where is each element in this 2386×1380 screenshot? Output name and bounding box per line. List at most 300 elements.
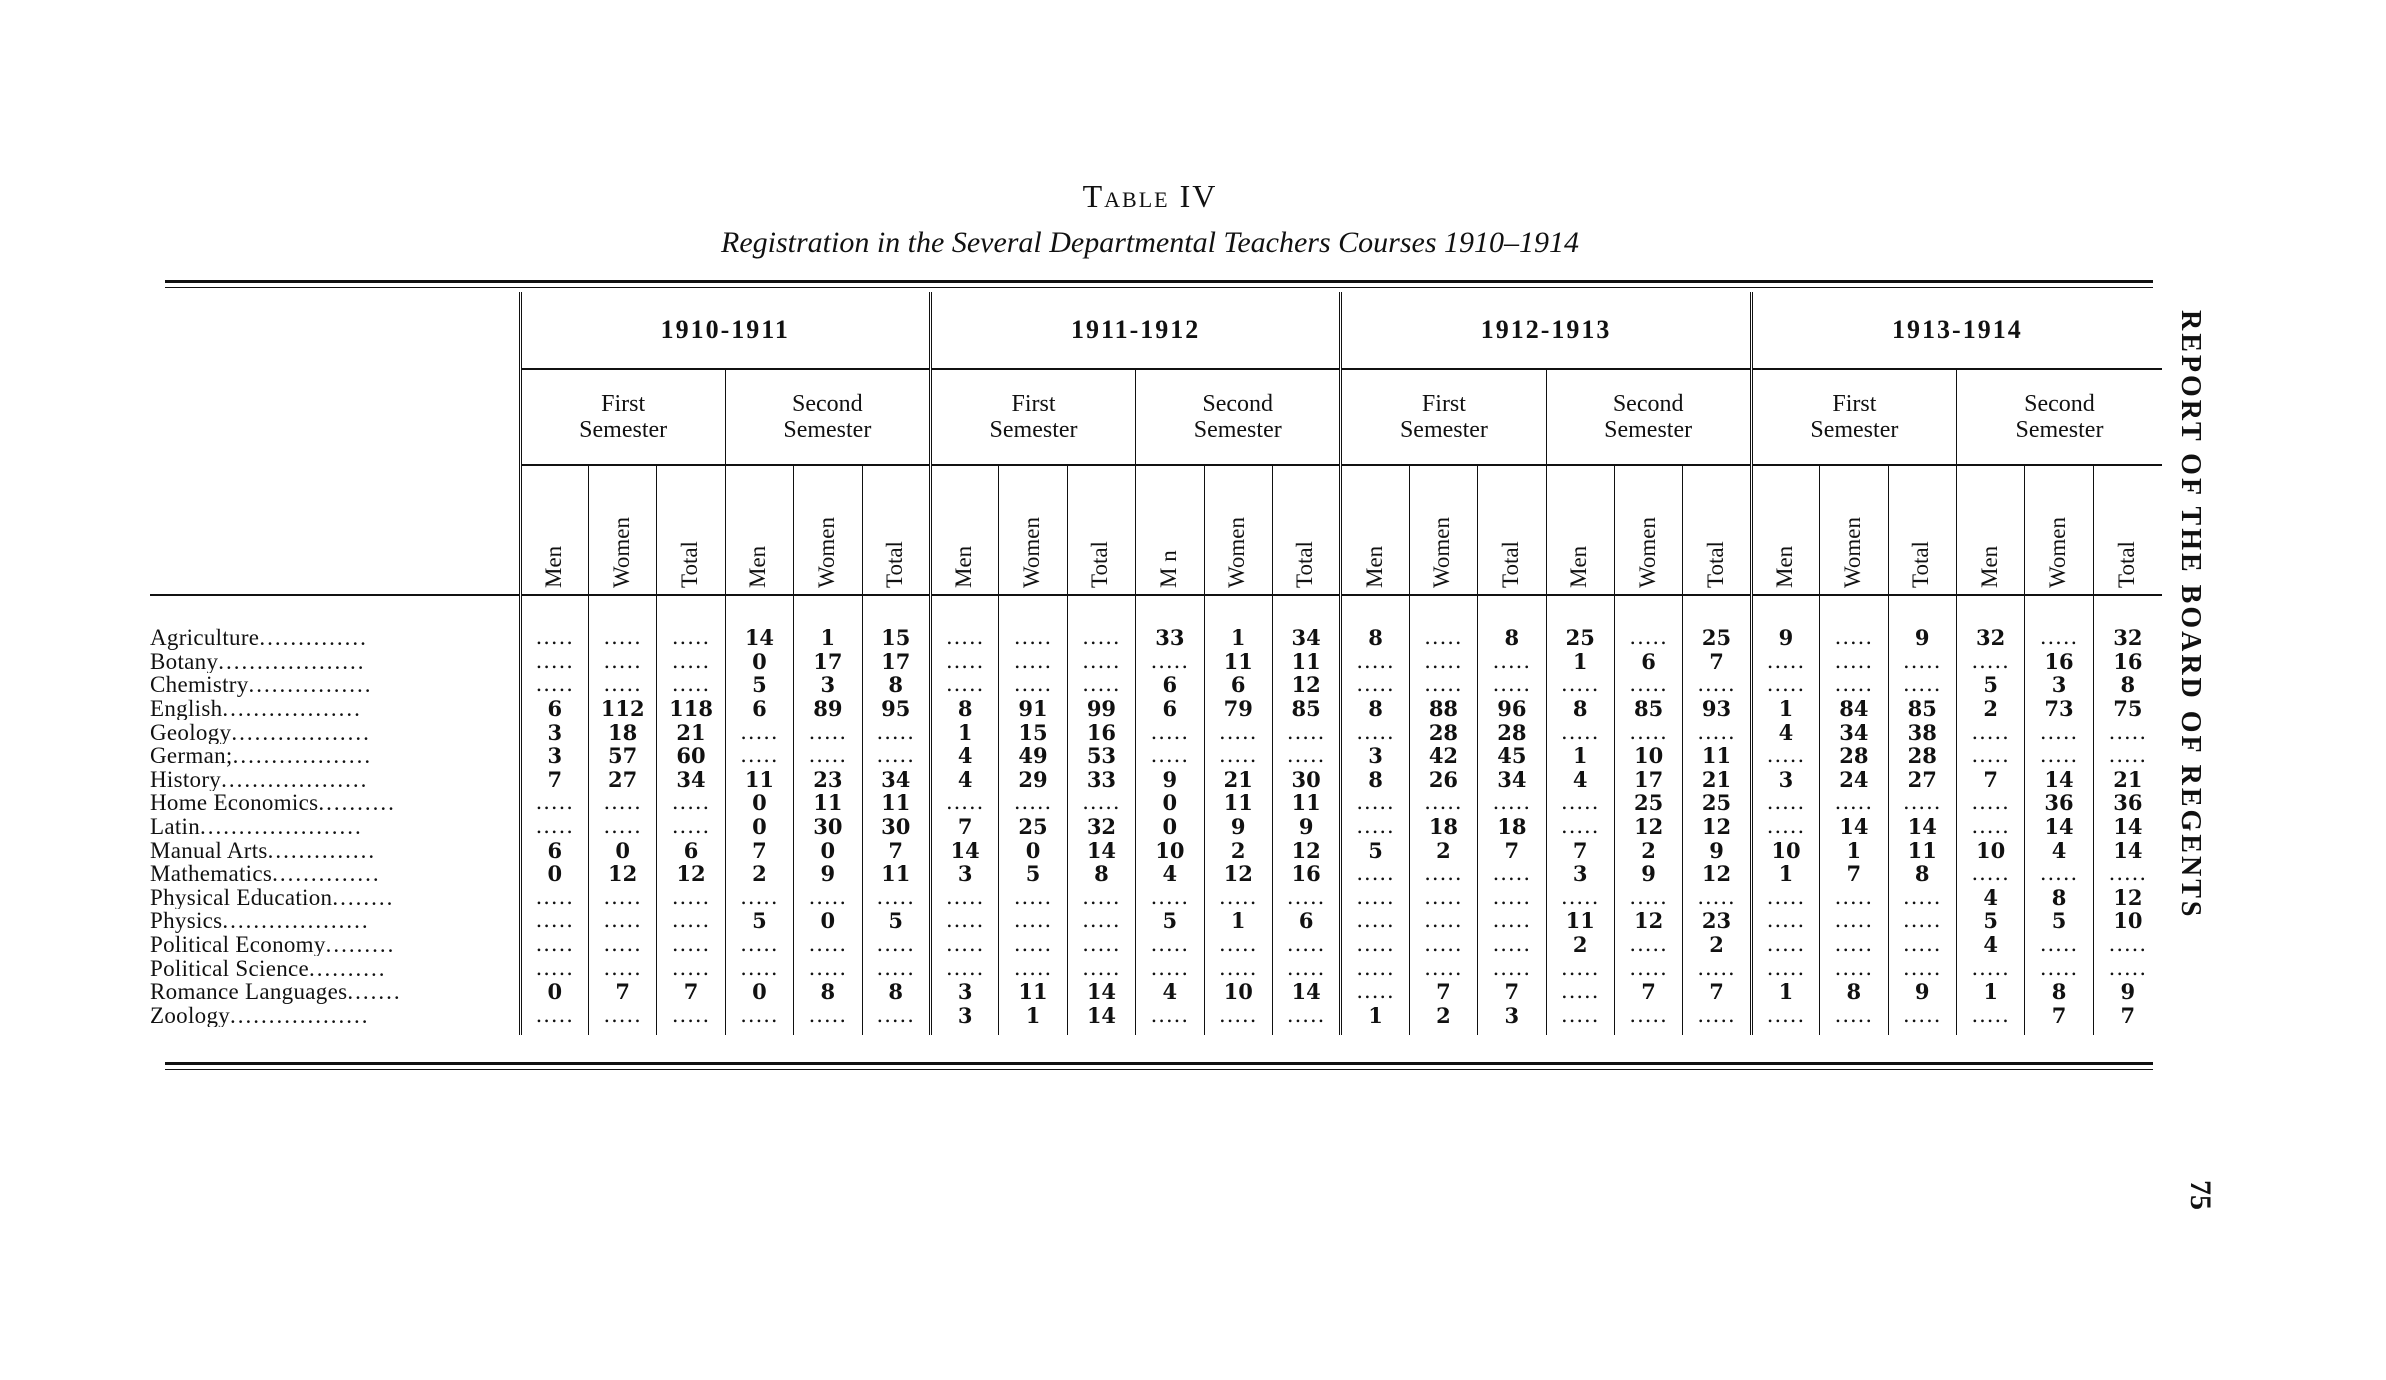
value-cell: 3 xyxy=(2025,673,2093,697)
empty-cell: ..... xyxy=(1204,744,1272,768)
column-label: Total xyxy=(677,541,703,588)
value-cell: 12 xyxy=(1204,862,1272,886)
empty-cell: ..... xyxy=(1956,1004,2024,1028)
year-header: 1912-1913 xyxy=(1341,292,1751,369)
value-cell: 3 xyxy=(1751,768,1819,792)
value-cell: 8 xyxy=(1888,862,1956,886)
value-cell: 85 xyxy=(1888,697,1956,721)
value-cell: 1 xyxy=(1820,838,1888,862)
top-rule-thin xyxy=(165,287,2153,288)
empty-cell: ..... xyxy=(2093,956,2162,980)
empty-cell: ..... xyxy=(1546,980,1614,1004)
empty-cell: ..... xyxy=(657,909,725,933)
value-cell: 16 xyxy=(2025,650,2093,674)
value-cell: 2 xyxy=(1683,933,1751,957)
empty-cell: ..... xyxy=(1067,909,1135,933)
empty-cell: ..... xyxy=(520,650,588,674)
spacer-row xyxy=(150,595,2162,626)
value-cell: 8 xyxy=(1478,626,1546,650)
empty-cell: ..... xyxy=(588,650,656,674)
value-cell: 7 xyxy=(1683,650,1751,674)
subject-name: Home Economics xyxy=(150,791,319,815)
table-title: Table IV xyxy=(1082,178,1218,214)
value-cell: 38 xyxy=(1888,720,1956,744)
value-cell: 1 xyxy=(1751,862,1819,886)
value-cell: 8 xyxy=(1341,768,1409,792)
column-header xyxy=(1478,465,1546,595)
value-cell: 11 xyxy=(862,862,930,886)
empty-cell: ..... xyxy=(1341,933,1409,957)
value-cell: 16 xyxy=(1272,862,1340,886)
subject-name: Botany xyxy=(150,649,219,674)
value-cell: 6 xyxy=(1614,650,1682,674)
empty-cell: ..... xyxy=(1341,886,1409,910)
semester-label: First Semester xyxy=(1810,391,1899,443)
subject-cell xyxy=(150,956,520,980)
value-cell: 53 xyxy=(1067,744,1135,768)
empty-cell: ..... xyxy=(930,933,998,957)
empty-cell: ..... xyxy=(930,956,998,980)
value-cell: 73 xyxy=(2025,697,2093,721)
value-cell: 25 xyxy=(1683,626,1751,650)
value-cell: 75 xyxy=(2093,697,2162,721)
table-row xyxy=(150,933,2162,957)
table-row xyxy=(150,886,2162,910)
column-label: Men xyxy=(1566,545,1592,588)
empty-cell: ..... xyxy=(520,815,588,839)
value-cell: 0 xyxy=(725,650,793,674)
subject-cell xyxy=(150,933,520,957)
dot-leader: .......... xyxy=(318,791,396,815)
value-cell: 8 xyxy=(2025,980,2093,1004)
value-cell: 118 xyxy=(657,697,725,721)
value-cell: 11 xyxy=(1204,650,1272,674)
value-cell: 10 xyxy=(2093,909,2162,933)
empty-cell: ..... xyxy=(1820,650,1888,674)
value-cell: 14 xyxy=(1067,838,1135,862)
value-cell: 5 xyxy=(2025,909,2093,933)
value-cell: 1 xyxy=(1751,980,1819,1004)
subject-name: History xyxy=(150,767,222,792)
empty-cell: ..... xyxy=(1956,956,2024,980)
subject-name: German; xyxy=(150,743,233,768)
empty-cell: ..... xyxy=(725,956,793,980)
empty-cell: ..... xyxy=(1888,886,1956,910)
table-row xyxy=(150,862,2162,886)
value-cell: 7 xyxy=(1478,838,1546,862)
value-cell: 14 xyxy=(2093,815,2162,839)
value-cell: 23 xyxy=(794,768,862,792)
empty-cell: ..... xyxy=(1067,956,1135,980)
dot-leader: ........ xyxy=(332,885,395,910)
table-row xyxy=(150,815,2162,839)
value-cell: 10 xyxy=(1956,838,2024,862)
empty-cell: ..... xyxy=(1136,650,1204,674)
column-header xyxy=(1136,465,1204,595)
column-label: Women xyxy=(1634,517,1660,588)
empty-cell: ..... xyxy=(1956,862,2024,886)
value-cell: 5 xyxy=(1136,909,1204,933)
value-cell: 0 xyxy=(520,980,588,1004)
empty-cell: ..... xyxy=(999,956,1067,980)
subject-name: Zoology xyxy=(150,1003,231,1028)
value-cell: 6 xyxy=(1136,673,1204,697)
empty-cell: ..... xyxy=(930,626,998,650)
empty-cell: ..... xyxy=(520,626,588,650)
empty-cell: ..... xyxy=(1136,744,1204,768)
value-cell: 9 xyxy=(1136,768,1204,792)
dot-leader: ......... xyxy=(325,932,396,957)
empty-cell: ..... xyxy=(1067,886,1135,910)
subject-name: Mathematics xyxy=(150,861,273,886)
empty-cell: ..... xyxy=(1614,1004,1682,1028)
empty-cell: ..... xyxy=(1751,956,1819,980)
dot-leader: .................. xyxy=(232,743,373,768)
empty-cell: ..... xyxy=(1888,673,1956,697)
table-row xyxy=(150,768,2162,792)
empty-cell: ..... xyxy=(862,744,930,768)
empty-cell: ..... xyxy=(1614,933,1682,957)
empty-cell: ..... xyxy=(1546,886,1614,910)
value-cell: 14 xyxy=(2093,838,2162,862)
empty-cell: ..... xyxy=(1820,1004,1888,1028)
value-cell: 34 xyxy=(657,768,725,792)
column-label: Men xyxy=(540,545,566,588)
value-cell: 9 xyxy=(1888,980,1956,1004)
empty-cell: ..... xyxy=(1820,956,1888,980)
empty-cell: ..... xyxy=(1136,956,1204,980)
value-cell: 9 xyxy=(2093,980,2162,1004)
page-number: 75 xyxy=(2184,1180,2217,1210)
column-label: M n xyxy=(1155,550,1181,588)
empty-cell: ..... xyxy=(725,1004,793,1028)
empty-cell: ..... xyxy=(1341,650,1409,674)
empty-cell: ..... xyxy=(1888,1004,1956,1028)
value-cell: 4 xyxy=(1956,933,2024,957)
value-cell: 1 xyxy=(1546,744,1614,768)
semester-header xyxy=(930,369,1135,465)
value-cell: 3 xyxy=(930,980,998,1004)
semester-label: Second Semester xyxy=(1193,391,1282,443)
empty-cell: ..... xyxy=(862,933,930,957)
column-header xyxy=(725,465,793,595)
empty-cell: ..... xyxy=(1820,791,1888,815)
empty-cell: ..... xyxy=(1204,1004,1272,1028)
empty-cell: ..... xyxy=(1409,933,1477,957)
value-cell: 4 xyxy=(1956,886,2024,910)
value-cell: 28 xyxy=(1478,720,1546,744)
semester-header xyxy=(725,369,930,465)
value-cell: 6 xyxy=(520,838,588,862)
empty-cell: ..... xyxy=(1272,720,1340,744)
value-cell: 9 xyxy=(1272,815,1340,839)
value-cell: 27 xyxy=(588,768,656,792)
value-cell: 7 xyxy=(2025,1004,2093,1028)
value-cell: 34 xyxy=(862,768,930,792)
empty-cell: ..... xyxy=(657,626,725,650)
value-cell: 4 xyxy=(1546,768,1614,792)
value-cell: 5 xyxy=(1341,838,1409,862)
column-header xyxy=(520,465,588,595)
empty-cell: ..... xyxy=(1956,791,2024,815)
value-cell: 9 xyxy=(1614,862,1682,886)
subject-cell xyxy=(150,697,520,721)
value-cell: 32 xyxy=(2093,626,2162,650)
empty-cell: ..... xyxy=(588,673,656,697)
value-cell: 9 xyxy=(1751,626,1819,650)
value-cell: 7 xyxy=(588,980,656,1004)
empty-cell: ..... xyxy=(2093,720,2162,744)
empty-cell: ..... xyxy=(2025,626,2093,650)
empty-cell: ..... xyxy=(999,933,1067,957)
value-cell: 7 xyxy=(520,768,588,792)
dot-leader: .............. xyxy=(267,838,377,862)
column-label: Women xyxy=(1429,517,1455,588)
table-row xyxy=(150,956,2162,980)
value-cell: 11 xyxy=(862,791,930,815)
dot-leader: ..................... xyxy=(200,814,363,839)
semester-header xyxy=(1751,369,1956,465)
value-cell: 12 xyxy=(1272,838,1340,862)
empty-cell: ..... xyxy=(1067,650,1135,674)
table-row xyxy=(150,838,2162,862)
value-cell: 0 xyxy=(725,980,793,1004)
empty-cell: ..... xyxy=(588,1004,656,1028)
value-cell: 36 xyxy=(2025,791,2093,815)
empty-cell: ..... xyxy=(1751,815,1819,839)
value-cell: 8 xyxy=(794,980,862,1004)
value-cell: 0 xyxy=(999,838,1067,862)
value-cell: 14 xyxy=(1820,815,1888,839)
value-cell: 9 xyxy=(1888,626,1956,650)
value-cell: 2 xyxy=(1204,838,1272,862)
value-cell: 99 xyxy=(1067,697,1135,721)
empty-cell: ..... xyxy=(1067,933,1135,957)
value-cell: 2 xyxy=(1956,697,2024,721)
subject-cell xyxy=(150,744,520,768)
dot-leader: ....... xyxy=(347,979,402,1004)
value-cell: 6 xyxy=(1204,673,1272,697)
subject-cell xyxy=(150,838,520,862)
column-label: Men xyxy=(1771,545,1797,588)
empty-cell: ..... xyxy=(999,909,1067,933)
value-cell: 8 xyxy=(1341,626,1409,650)
value-cell: 8 xyxy=(2093,673,2162,697)
empty-cell: ..... xyxy=(520,956,588,980)
empty-cell: ..... xyxy=(1409,909,1477,933)
empty-cell: ..... xyxy=(1751,886,1819,910)
year-header: 1910-1911 xyxy=(520,292,930,369)
value-cell: 11 xyxy=(725,768,793,792)
value-cell: 21 xyxy=(1204,768,1272,792)
empty-cell: ..... xyxy=(1614,720,1682,744)
table-row xyxy=(150,980,2162,1004)
empty-cell: ..... xyxy=(1409,956,1477,980)
empty-cell: ..... xyxy=(999,791,1067,815)
value-cell: 6 xyxy=(725,697,793,721)
value-cell: 8 xyxy=(1820,980,1888,1004)
empty-cell: ..... xyxy=(657,933,725,957)
value-cell: 29 xyxy=(999,768,1067,792)
value-cell: 7 xyxy=(2093,1004,2162,1028)
subject-cell xyxy=(150,650,520,674)
empty-cell: ..... xyxy=(794,933,862,957)
empty-cell: ..... xyxy=(588,956,656,980)
value-cell: 60 xyxy=(657,744,725,768)
empty-cell: ..... xyxy=(862,1004,930,1028)
empty-cell: ..... xyxy=(1409,673,1477,697)
subject-cell xyxy=(150,791,520,815)
empty-cell: ..... xyxy=(1888,650,1956,674)
dot-leader: ................... xyxy=(221,767,369,792)
value-cell: 12 xyxy=(1683,862,1751,886)
empty-cell: ..... xyxy=(1478,886,1546,910)
empty-cell: ..... xyxy=(1614,626,1682,650)
value-cell: 15 xyxy=(862,626,930,650)
value-cell: 7 xyxy=(1409,980,1477,1004)
value-cell: 11 xyxy=(1888,838,1956,862)
value-cell: 4 xyxy=(1136,862,1204,886)
empty-cell: ..... xyxy=(2093,933,2162,957)
semester-header xyxy=(1136,369,1341,465)
value-cell: 14 xyxy=(1067,1004,1135,1028)
semester-header xyxy=(1546,369,1751,465)
empty-cell: ..... xyxy=(1136,933,1204,957)
stub-header xyxy=(150,292,520,595)
empty-cell: ..... xyxy=(588,626,656,650)
empty-cell: ..... xyxy=(1751,909,1819,933)
value-cell: 12 xyxy=(2093,886,2162,910)
value-cell: 14 xyxy=(725,626,793,650)
empty-cell: ..... xyxy=(1683,673,1751,697)
empty-cell: ..... xyxy=(2025,744,2093,768)
value-cell: 7 xyxy=(1683,980,1751,1004)
value-cell: 27 xyxy=(1888,768,1956,792)
value-cell: 9 xyxy=(794,862,862,886)
value-cell: 42 xyxy=(1409,744,1477,768)
column-header xyxy=(862,465,930,595)
value-cell: 26 xyxy=(1409,768,1477,792)
value-cell: 8 xyxy=(1067,862,1135,886)
column-label: Total xyxy=(1702,541,1728,588)
value-cell: 33 xyxy=(1067,768,1135,792)
dot-leader: .................. xyxy=(231,720,371,744)
column-label: Men xyxy=(1976,545,2002,588)
subject-cell xyxy=(150,862,520,886)
empty-cell: ..... xyxy=(794,886,862,910)
empty-cell: ..... xyxy=(1546,1004,1614,1028)
empty-cell: ..... xyxy=(1820,886,1888,910)
empty-cell: ..... xyxy=(1136,886,1204,910)
empty-cell: ..... xyxy=(2025,933,2093,957)
value-cell: 112 xyxy=(588,697,656,721)
value-cell: 34 xyxy=(1820,720,1888,744)
empty-cell: ..... xyxy=(1820,626,1888,650)
column-label: Total xyxy=(1908,541,1934,588)
column-label: Men xyxy=(745,545,771,588)
value-cell: 10 xyxy=(1614,744,1682,768)
empty-cell: ..... xyxy=(999,626,1067,650)
empty-cell: ..... xyxy=(657,650,725,674)
dot-leader: .............. xyxy=(272,861,381,886)
value-cell: 6 xyxy=(657,838,725,862)
empty-cell: ..... xyxy=(1204,720,1272,744)
value-cell: 0 xyxy=(1136,815,1204,839)
value-cell: 8 xyxy=(862,980,930,1004)
subject-name: Geology xyxy=(150,720,232,744)
value-cell: 1 xyxy=(1751,697,1819,721)
value-cell: 7 xyxy=(1956,768,2024,792)
value-cell: 5 xyxy=(1956,673,2024,697)
value-cell: 0 xyxy=(1136,791,1204,815)
value-cell: 25 xyxy=(1614,791,1682,815)
value-cell: 24 xyxy=(1820,768,1888,792)
semester-label: First Semester xyxy=(989,391,1078,443)
column-label: Total xyxy=(1497,541,1523,588)
value-cell: 5 xyxy=(725,909,793,933)
value-cell: 12 xyxy=(1272,673,1340,697)
empty-cell: ..... xyxy=(1614,886,1682,910)
value-cell: 14 xyxy=(1067,980,1135,1004)
empty-cell: ..... xyxy=(1820,933,1888,957)
empty-cell: ..... xyxy=(794,1004,862,1028)
value-cell: 8 xyxy=(1341,697,1409,721)
empty-cell: ..... xyxy=(1409,886,1477,910)
value-cell: 7 xyxy=(1820,862,1888,886)
empty-cell: ..... xyxy=(520,673,588,697)
column-header xyxy=(930,465,998,595)
dot-leader: .......... xyxy=(309,956,387,980)
empty-cell: ..... xyxy=(1751,933,1819,957)
empty-cell: ..... xyxy=(862,956,930,980)
value-cell: 11 xyxy=(794,791,862,815)
column-header xyxy=(1751,465,1819,595)
value-cell: 21 xyxy=(2093,768,2162,792)
empty-cell: ..... xyxy=(999,673,1067,697)
value-cell: 5 xyxy=(725,673,793,697)
empty-cell: ..... xyxy=(1067,791,1135,815)
value-cell: 88 xyxy=(1409,697,1477,721)
subject-name: Chemistry xyxy=(150,673,249,697)
empty-cell: ..... xyxy=(725,886,793,910)
value-cell: 11 xyxy=(1546,909,1614,933)
column-label: Women xyxy=(1019,517,1045,588)
value-cell: 1 xyxy=(1956,980,2024,1004)
empty-cell: ..... xyxy=(1272,956,1340,980)
value-cell: 32 xyxy=(1956,626,2024,650)
value-cell: 9 xyxy=(1204,815,1272,839)
value-cell: 18 xyxy=(1409,815,1477,839)
value-cell: 96 xyxy=(1478,697,1546,721)
value-cell: 25 xyxy=(999,815,1067,839)
column-header xyxy=(1683,465,1751,595)
empty-cell: ..... xyxy=(657,886,725,910)
value-cell: 10 xyxy=(1136,838,1204,862)
empty-cell: ..... xyxy=(794,956,862,980)
empty-cell: ..... xyxy=(1888,933,1956,957)
value-cell: 17 xyxy=(794,650,862,674)
value-cell: 6 xyxy=(1272,909,1340,933)
value-cell: 85 xyxy=(1272,697,1340,721)
column-header xyxy=(1546,465,1614,595)
empty-cell: ..... xyxy=(1751,1004,1819,1028)
top-rule xyxy=(165,280,2153,283)
empty-cell: ..... xyxy=(1341,791,1409,815)
empty-cell: ..... xyxy=(1409,791,1477,815)
value-cell: 7 xyxy=(1614,980,1682,1004)
value-cell: 12 xyxy=(657,862,725,886)
empty-cell: ..... xyxy=(1751,744,1819,768)
